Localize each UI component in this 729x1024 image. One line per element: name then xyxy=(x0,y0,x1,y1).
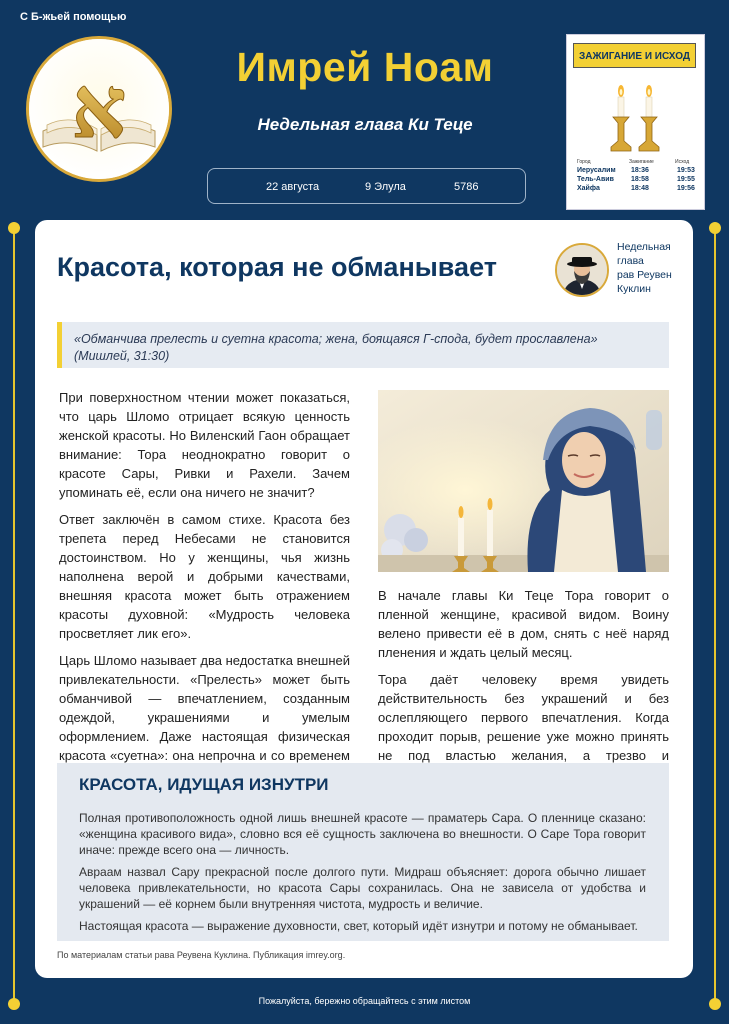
box-text xyxy=(79,810,646,940)
rail-dot xyxy=(8,222,20,234)
candle-times-title: ЗАЖИГАНИЕ И ИСХОД xyxy=(573,43,696,68)
newsletter-subtitle: Недельная глава Ки Теце xyxy=(257,115,473,134)
candles-icon xyxy=(607,81,665,153)
box-paragraph: Полная противоположность одной лишь внешней красоте — праматерь Сара. О пленнице сказано: «женщина красивого вида», словно вся её сущность заключена во внешности. О Саре Тора говорит иначе: прежде всего она — личность. xyxy=(79,811,646,857)
article-paragraph: В начале главы Ки Теце Тора говорит о пленной женщине, красивой видом. Воину велено привести её в дом, снять с неё наряд пленения и ждать целый месяц. xyxy=(378,588,669,660)
left-rail xyxy=(13,228,15,1004)
blessing-text: С Б-жьей помощью xyxy=(20,11,127,23)
date-gregorian: 22 августа xyxy=(266,181,320,193)
article-paragraph: Царь Шломо называет два недостатка внешней привлекательности. «Прелесть» может быть обманчивой — впечатлением, созданным одеждой, украшениями и умелым оформлением. Даже настоящая физическая красота «суетна»: она непрочна и со временем xyxy=(59,653,350,763)
date-box xyxy=(207,168,526,204)
article-paragraph: Тора даёт человеку время увидеть действительность без украшений и без ослепляющего первого впечатления. Когда проходит порыв, решение уже можно принять не под властью желания, а трезво и xyxy=(378,672,669,763)
article-card xyxy=(35,220,693,978)
box-paragraph: Авраам назвал Сару прекрасной после долгого пути. Мидраш объясняет: дорога обычно лишает человека привлекательности, но красота Сары сохранилась. Она не зависела от удобства и украшений — её корнем были внутренняя чистота, мудрость и величие. xyxy=(79,865,646,911)
article-left-column xyxy=(59,388,350,792)
right-rail xyxy=(714,228,716,1004)
article-paragraph: Ответ заключён в самом стихе. Красота без трепета перед Небесами не становится достоинством. Но у женщины, чья жизнь наполнена верой и добрыми качествами, внешняя красота может быть отражением красоты духовной: «Мудрость человека просветляет лик его». xyxy=(59,512,350,641)
newsletter-title: Имрей Ноам xyxy=(236,44,494,90)
article-right-column xyxy=(378,586,669,792)
illustration-image xyxy=(378,390,669,572)
epigraph-quote: «Обманчива прелесть и суетна красота; жена, боящаяся Г-спода, будет прославлена» (Мишлей, 31:30) xyxy=(57,322,669,368)
woman-candles-photo xyxy=(378,390,669,572)
author-name: рав Реувен Куклин xyxy=(617,269,672,295)
svg-text:א: א xyxy=(71,57,127,158)
author-caption: Недельная глава xyxy=(617,241,671,267)
author-avatar xyxy=(555,243,609,297)
article-paragraph: При поверхностном чтении может показаться, что царь Шломо отрицает всякую ценность женской красоты. Но Виленский Гаон обращает внимание: Тора неоднократно говорит о красоте Сары, Ривки и Рахели. Зачем упоминать её, если она ничего не значит? xyxy=(59,390,350,500)
box-heading: КРАСОТА, ИДУЩАЯ ИЗНУТРИ xyxy=(79,775,329,794)
box-paragraph: Настоящая красота — выражение духовности, свет, который идёт изнутри и потому не обманывает. xyxy=(79,919,638,933)
footer-note: Пожалуйста, бережно обращайтесь с этим листом xyxy=(258,996,471,1006)
rail-dot xyxy=(709,222,721,234)
rabbi-portrait-icon xyxy=(557,245,607,295)
source-note: По материалам статьи рава Реувена Куклина. Публикация imrey.org. xyxy=(57,950,346,960)
candle-times-panel: ЗАЖИГАНИЕ И ИСХОД Город Зажигание Исход Иерусалим 18:36 19:53 Тель-Авив 18:58 19:55 Хайфа 18:48 19:56 xyxy=(566,34,705,210)
logo-book-aleph xyxy=(26,36,172,182)
year-hebrew: 5786 xyxy=(454,181,479,193)
author-block xyxy=(617,240,687,296)
sidebar-box xyxy=(57,763,669,941)
date-hebrew: 9 Элула xyxy=(365,181,406,193)
article-title: Красота, которая не обманывает xyxy=(57,252,497,282)
book-icon xyxy=(29,39,169,179)
